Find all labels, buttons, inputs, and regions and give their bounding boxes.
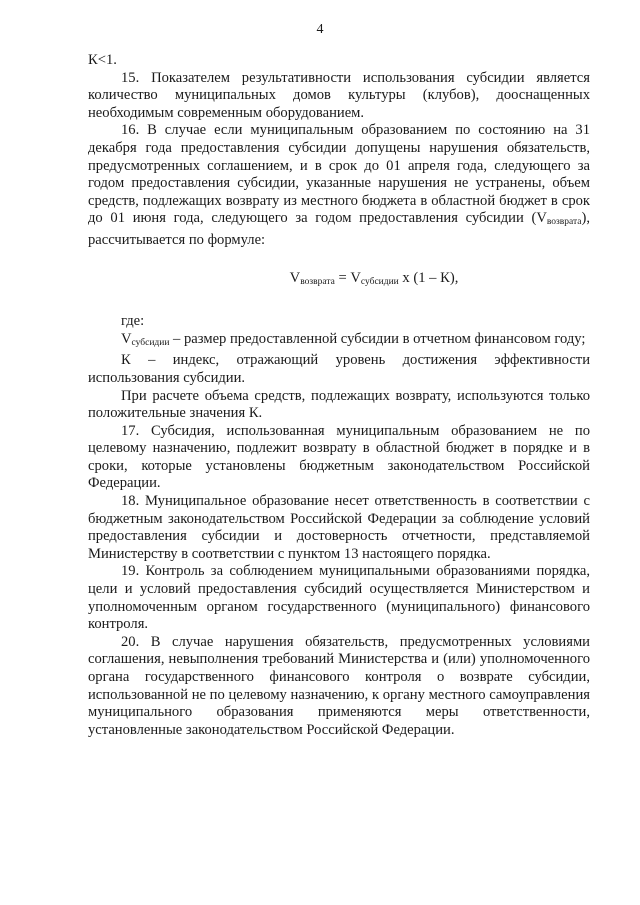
paragraph-18: 18. Муниципальное образование несет ответственность в соответствии с бюджетным законодательством Российской Федерации за соблюдение условий предоставления субсидии и достоверность отчетности, представляемой Министерству в соответствии с пунктом 13 настоящего порядка. (88, 493, 590, 562)
formula-sub-refund: возврата (300, 276, 335, 287)
formula-equals: = V (334, 269, 361, 286)
refund-formula (88, 270, 590, 292)
page-number: 4 (316, 22, 324, 37)
k-index-definition: К – индекс, отражающий уровень достижения эффективности использования субсидии. (88, 352, 590, 386)
v-subsidy-definition (88, 331, 590, 353)
where-label: где: (121, 313, 145, 330)
paragraph-16-tail: ), рассчитывается по формуле: (88, 210, 590, 248)
v-def-text: – размер предоставленной субсидии в отчетном финансовом году; (169, 330, 586, 347)
calculation-note: При расчете объема средств, подлежащих возврату, используются только положительные значения К. (88, 387, 590, 422)
paragraph-19: 19. Контроль за соблюдением муниципальными образованиями порядка, цели и условий предоставления субсидий осуществляется Министерством и уполномоченным органом государственного (муниципального) финансового контроля. (88, 563, 590, 633)
paragraph-15: 15. Показателем результативности использования субсидии является количество муниципальных домов культуры (клубов), дооснащенных необходимым современным оборудованием. (88, 69, 590, 121)
formula-tail: х (1 – К), (398, 269, 459, 286)
v-def-subscript: субсидии (131, 337, 170, 348)
formula-sub-subsidy: субсидии (360, 276, 399, 287)
paragraph-17: 17. Субсидия, использованная муниципальным образованием не по целевому назначению, подлежит возврату в областной бюджет в порядке и в сроки, которые установлены бюджетным законодательством Российской Федерации. (88, 422, 590, 492)
paragraph-16-subscript: возврата (546, 217, 582, 228)
paragraph-20: 20. В случае нарушения обязательств, предусмотренных условиями соглашения, невыполнения требований Министерства и (или) уполномоченного органа государственного финансового контроля о возврате субсидии, использованной не по целевому назначению, к органу местного самоуправления муниципального образования применяются меры ответственности, установленные законодательством Российской Федерации. (88, 633, 590, 738)
formula-v-refund: V (289, 269, 301, 286)
paragraph-k-condition: К<1. (88, 52, 117, 68)
paragraph-16 (88, 122, 590, 249)
document-body (88, 52, 590, 739)
v-def-symbol: V (121, 330, 132, 347)
paragraph-16-text: 16. В случае если муниципальным образованием по состоянию на 31 декабря года предоставления субсидии допущены нарушения обязательств, предусмотренных соглашением, и в срок до 01 апреля года, следующего за годом предоставления субсидии, указанные нарушения не устранены, объем средств, подлежащих возврату из местного бюджета в областной бюджет в срок до 01 июня года, следующего за годом предоставления субсидии (V (88, 122, 590, 227)
